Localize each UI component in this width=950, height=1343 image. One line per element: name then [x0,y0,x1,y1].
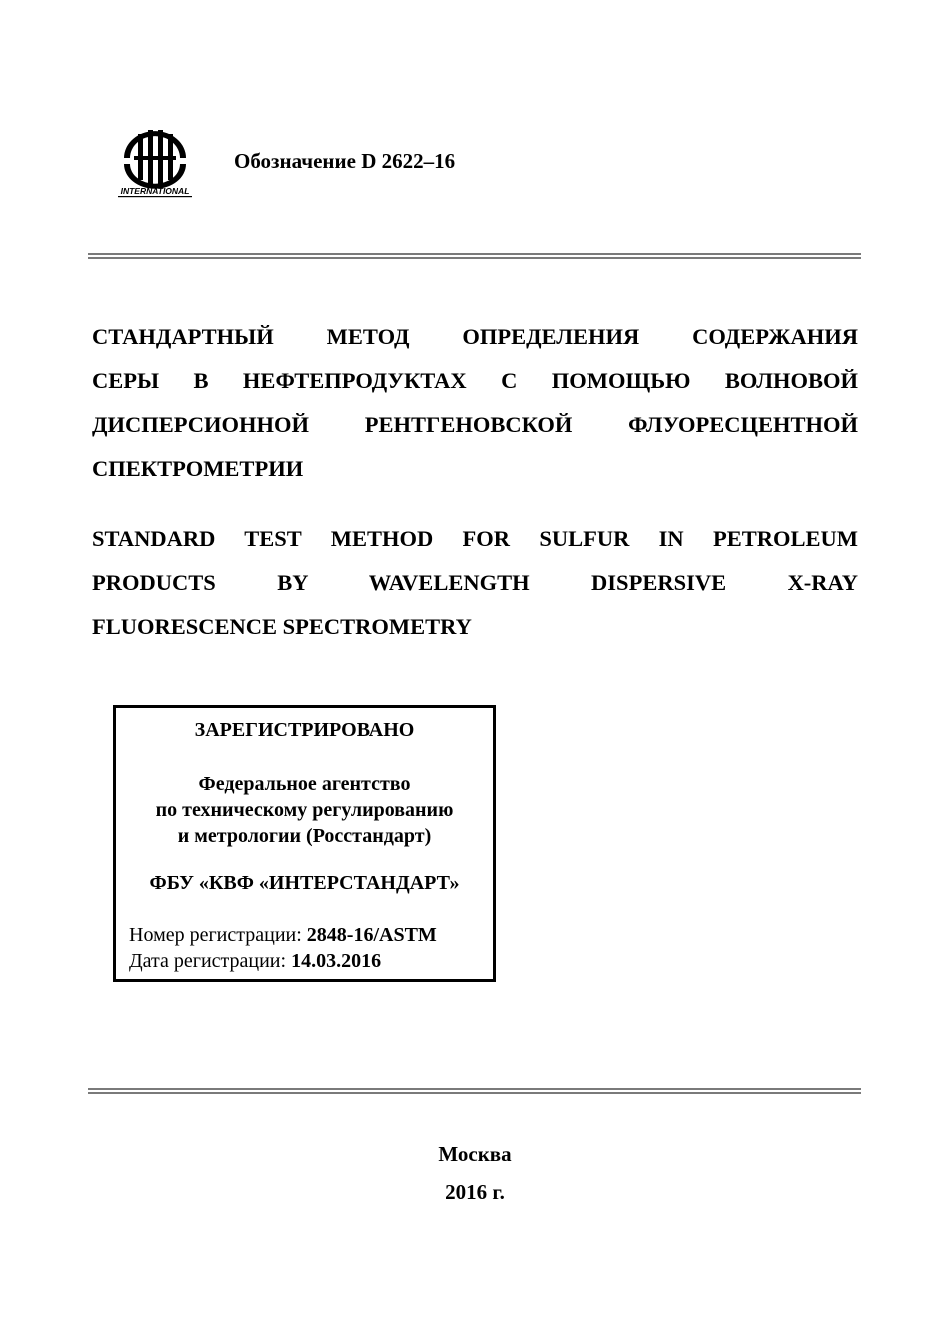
registration-fields [129,922,437,974]
title-english [92,517,858,649]
title-ru-line: СЕРЫ В НЕФТЕПРОДУКТАХ С ПОМОЩЬЮ ВОЛНОВОЙ [92,368,858,393]
top-divider [88,253,861,259]
logo-subtext: INTERNATIONAL [120,186,190,196]
standard-designation: Обозначение D 2622–16 [234,149,456,173]
registration-date-value: 14.03.2016 [291,950,382,972]
publication-year: 2016 г. [445,1180,505,1204]
title-russian [92,315,858,491]
registration-date-label: Дата регистрации: [129,950,292,972]
agency-line: по техническому регулированию [155,799,454,821]
bottom-divider [88,1088,861,1094]
registration-number-value: 2848-16/ASTM [306,924,437,946]
astm-logo [110,126,200,200]
registration-number-label: Номер регистрации: [129,924,307,946]
registration-agency [116,771,493,849]
title-ru-line: СПЕКТРОМЕТРИИ [92,456,304,481]
title-en-line: PRODUCTS BY WAVELENGTH DISPERSIVE X-RAY [92,570,858,595]
registration-organization: ФБУ «КВФ «ИНТЕРСТАНДАРТ» [149,872,460,894]
title-en-line: FLUORESCENCE SPECTROMETRY [92,614,472,639]
registration-date-row [129,948,437,974]
agency-line: и метрологии (Росстандарт) [177,825,432,847]
registration-heading: ЗАРЕГИСТРИРОВАНО [194,719,415,741]
title-ru-line: СТАНДАРТНЫЙ МЕТОД ОПРЕДЕЛЕНИЯ СОДЕРЖАНИЯ [92,324,858,349]
publication-city: Москва [438,1142,512,1166]
agency-line: Федеральное агентство [198,773,411,795]
registration-number-row [129,922,437,948]
registration-box [113,705,496,982]
title-en-line: STANDARD TEST METHOD FOR SULFUR IN PETROLEUM [92,526,858,551]
title-ru-line: ДИСПЕРСИОННОЙ РЕНТГЕНОВСКОЙ ФЛУОРЕСЦЕНТНОЙ [92,412,858,437]
